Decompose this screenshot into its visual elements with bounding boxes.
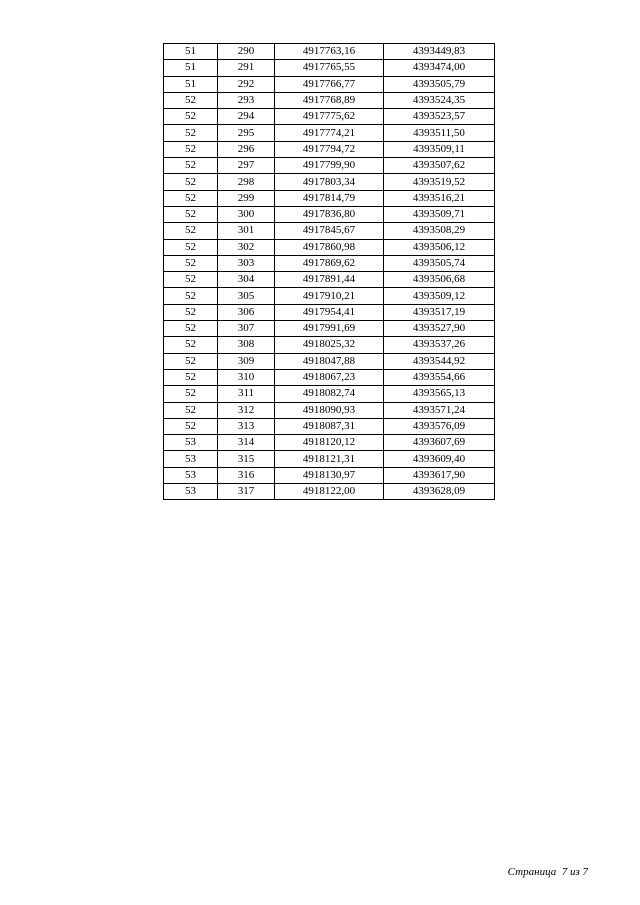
point-number-cell: 311 [218,386,275,402]
table-row [164,353,495,369]
x-coordinate-cell: 4918067,23 [275,369,384,385]
y-coordinate-cell: 4393524,35 [384,92,495,108]
area-number-cell: 52 [164,190,218,206]
area-number-cell: 52 [164,125,218,141]
point-number-cell: 306 [218,304,275,320]
table-row [164,288,495,304]
area-number-cell: 53 [164,435,218,451]
x-coordinate-cell: 4917803,34 [275,174,384,190]
x-coordinate-cell: 4917891,44 [275,272,384,288]
table-row [164,321,495,337]
y-coordinate-cell: 4393609,40 [384,451,495,467]
table-row [164,92,495,108]
x-coordinate-cell: 4917794,72 [275,141,384,157]
point-number-cell: 300 [218,206,275,222]
point-number-cell: 292 [218,76,275,92]
table-row [164,451,495,467]
y-coordinate-cell: 4393519,52 [384,174,495,190]
y-coordinate-cell: 4393628,09 [384,484,495,500]
table-row [164,402,495,418]
x-coordinate-cell: 4918120,12 [275,435,384,451]
x-coordinate-cell: 4918025,32 [275,337,384,353]
x-coordinate-cell: 4917836,80 [275,206,384,222]
table-row [164,239,495,255]
point-number-cell: 301 [218,223,275,239]
point-number-cell: 303 [218,255,275,271]
y-coordinate-cell: 4393505,79 [384,76,495,92]
y-coordinate-cell: 4393537,26 [384,337,495,353]
point-number-cell: 315 [218,451,275,467]
x-coordinate-cell: 4917765,55 [275,60,384,76]
point-number-cell: 297 [218,158,275,174]
area-number-cell: 52 [164,337,218,353]
area-number-cell: 52 [164,272,218,288]
area-number-cell: 52 [164,239,218,255]
point-number-cell: 298 [218,174,275,190]
point-number-cell: 313 [218,418,275,434]
x-coordinate-cell: 4918047,88 [275,353,384,369]
table-row [164,125,495,141]
table-row [164,174,495,190]
point-number-cell: 302 [218,239,275,255]
x-coordinate-cell: 4917814,79 [275,190,384,206]
table-row [164,190,495,206]
y-coordinate-cell: 4393571,24 [384,402,495,418]
table-row [164,484,495,500]
point-number-cell: 307 [218,321,275,337]
table-row [164,418,495,434]
point-number-cell: 309 [218,353,275,369]
area-number-cell: 52 [164,206,218,222]
table-row [164,141,495,157]
point-number-cell: 304 [218,272,275,288]
table-row [164,386,495,402]
area-number-cell: 52 [164,141,218,157]
y-coordinate-cell: 4393506,12 [384,239,495,255]
y-coordinate-cell: 4393507,62 [384,158,495,174]
y-coordinate-cell: 4393523,57 [384,109,495,125]
area-number-cell: 53 [164,467,218,483]
point-number-cell: 310 [218,369,275,385]
area-number-cell: 52 [164,321,218,337]
x-coordinate-cell: 4918122,00 [275,484,384,500]
x-coordinate-cell: 4917775,62 [275,109,384,125]
page-number: Страница 7 из 7 [507,866,588,878]
table-row [164,337,495,353]
y-coordinate-cell: 4393449,83 [384,44,495,60]
coordinates-table-body [164,44,495,500]
x-coordinate-cell: 4917766,77 [275,76,384,92]
area-number-cell: 52 [164,402,218,418]
y-coordinate-cell: 4393617,90 [384,467,495,483]
x-coordinate-cell: 4917860,98 [275,239,384,255]
x-coordinate-cell: 4917768,89 [275,92,384,108]
table-row [164,76,495,92]
y-coordinate-cell: 4393509,12 [384,288,495,304]
y-coordinate-cell: 4393505,74 [384,255,495,271]
x-coordinate-cell: 4917799,90 [275,158,384,174]
point-number-cell: 299 [218,190,275,206]
area-number-cell: 52 [164,109,218,125]
table-row [164,369,495,385]
area-number-cell: 52 [164,92,218,108]
table-row [164,109,495,125]
point-number-cell: 291 [218,60,275,76]
y-coordinate-cell: 4393506,68 [384,272,495,288]
table-row [164,60,495,76]
point-number-cell: 293 [218,92,275,108]
x-coordinate-cell: 4918090,93 [275,402,384,418]
coordinates-table [163,43,495,500]
area-number-cell: 51 [164,76,218,92]
x-coordinate-cell: 4917991,69 [275,321,384,337]
x-coordinate-cell: 4918130,97 [275,467,384,483]
x-coordinate-cell: 4917869,62 [275,255,384,271]
table-row [164,44,495,60]
area-number-cell: 53 [164,451,218,467]
area-number-cell: 52 [164,304,218,320]
x-coordinate-cell: 4918082,74 [275,386,384,402]
area-number-cell: 52 [164,369,218,385]
area-number-cell: 52 [164,255,218,271]
point-number-cell: 308 [218,337,275,353]
table-row [164,467,495,483]
y-coordinate-cell: 4393511,50 [384,125,495,141]
x-coordinate-cell: 4918121,31 [275,451,384,467]
table-row [164,158,495,174]
x-coordinate-cell: 4917763,16 [275,44,384,60]
area-number-cell: 52 [164,418,218,434]
area-number-cell: 52 [164,386,218,402]
x-coordinate-cell: 4917910,21 [275,288,384,304]
area-number-cell: 52 [164,174,218,190]
y-coordinate-cell: 4393509,71 [384,206,495,222]
point-number-cell: 316 [218,467,275,483]
point-number-cell: 295 [218,125,275,141]
x-coordinate-cell: 4917774,21 [275,125,384,141]
y-coordinate-cell: 4393516,21 [384,190,495,206]
table-row [164,304,495,320]
point-number-cell: 312 [218,402,275,418]
point-number-cell: 294 [218,109,275,125]
y-coordinate-cell: 4393576,09 [384,418,495,434]
y-coordinate-cell: 4393565,13 [384,386,495,402]
y-coordinate-cell: 4393527,90 [384,321,495,337]
area-number-cell: 53 [164,484,218,500]
y-coordinate-cell: 4393607,69 [384,435,495,451]
point-number-cell: 305 [218,288,275,304]
area-number-cell: 51 [164,60,218,76]
y-coordinate-cell: 4393509,11 [384,141,495,157]
point-number-cell: 314 [218,435,275,451]
point-number-cell: 290 [218,44,275,60]
y-coordinate-cell: 4393508,29 [384,223,495,239]
x-coordinate-cell: 4917845,67 [275,223,384,239]
point-number-cell: 317 [218,484,275,500]
table-row [164,206,495,222]
y-coordinate-cell: 4393544,92 [384,353,495,369]
point-number-cell: 296 [218,141,275,157]
table-row [164,272,495,288]
y-coordinate-cell: 4393554,66 [384,369,495,385]
area-number-cell: 52 [164,353,218,369]
area-number-cell: 52 [164,158,218,174]
table-row [164,255,495,271]
y-coordinate-cell: 4393474,00 [384,60,495,76]
area-number-cell: 52 [164,223,218,239]
table-row [164,223,495,239]
x-coordinate-cell: 4918087,31 [275,418,384,434]
x-coordinate-cell: 4917954,41 [275,304,384,320]
area-number-cell: 52 [164,288,218,304]
area-number-cell: 51 [164,44,218,60]
y-coordinate-cell: 4393517,19 [384,304,495,320]
table-row [164,435,495,451]
